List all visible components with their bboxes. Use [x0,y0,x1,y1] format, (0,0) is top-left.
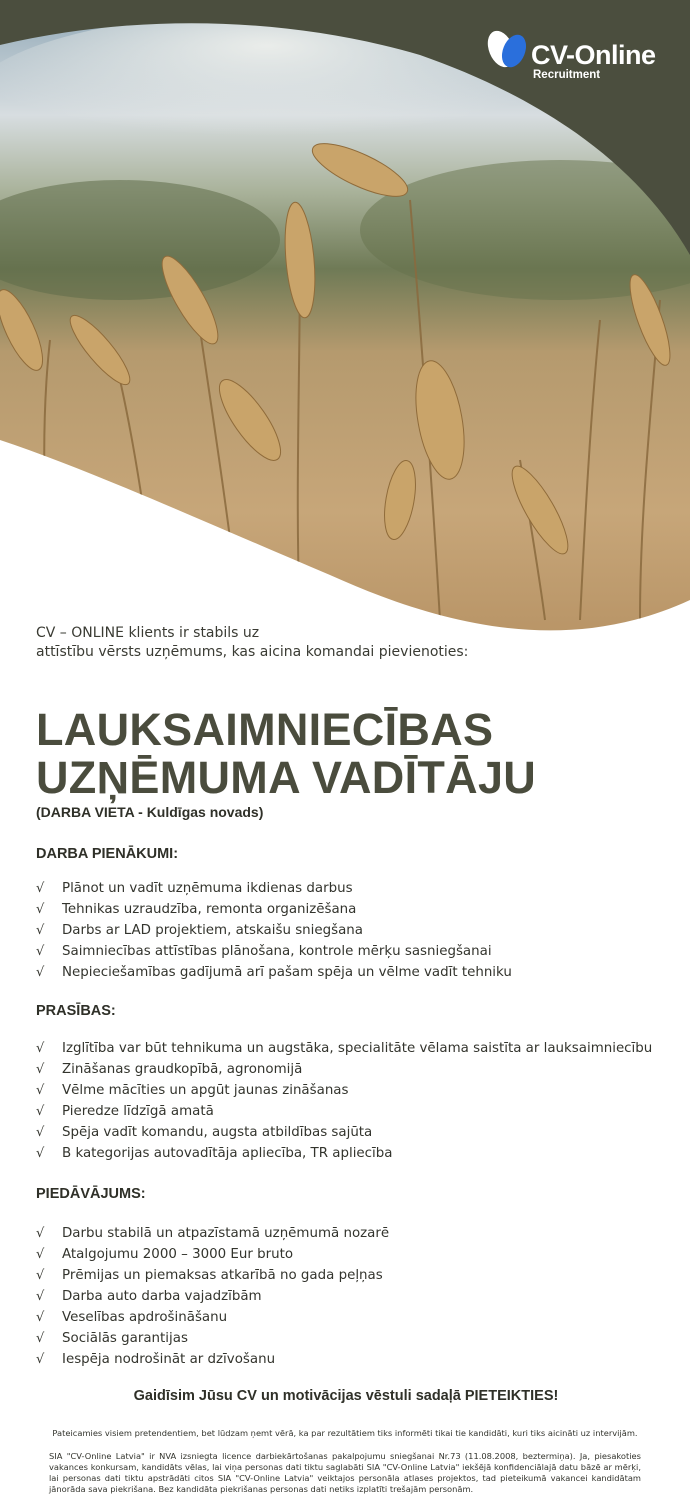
check-icon: √ [36,944,45,959]
offer-list [36,1223,656,1370]
check-icon: √ [36,1062,45,1077]
list-item: √ Atalgojumu 2000 – 3000 Eur bruto [36,1244,656,1265]
list-item: √ Prēmijas un piemaksas atkarībā no gada peļņas [36,1265,656,1286]
apply-call-to-action: Gaidīsim Jūsu CV un motivācijas vēstuli sadaļā PIETEIKTIES! [133,1388,559,1404]
logo-mark-icon [486,28,530,72]
list-item: √ Plānot un vadīt uzņēmuma ikdienas darbus [36,878,656,899]
list-item: √ Izglītība var būt tehnikuma un augstāka, specialitāte vēlama saistīta ar lauksaimniecību [36,1038,656,1059]
list-item: √ Sociālās garantijas [36,1328,656,1349]
check-icon: √ [36,1289,45,1304]
job-location: (DARBA VIETA - Kuldīgas novads) [36,804,264,820]
check-icon: √ [36,881,45,896]
job-title-line-2: UZŅĒMUMA VADĪTĀJU [36,752,537,803]
list-item: √ Veselības apdrošināšanu [36,1307,656,1328]
logo-subtitle: Recruitment [533,69,601,81]
check-icon: √ [36,1041,45,1056]
check-icon: √ [36,1331,45,1346]
list-item: √ Vēlme mācīties un apgūt jaunas zināšanas [36,1080,656,1101]
duties-list [36,878,656,983]
list-item: √ Tehnikas uzraudzība, remonta organizēšana [36,899,656,920]
legal-notice: SIA "CV-Online Latvia" ir NVA izsniegta licence darbiekārtošanas pakalpojumu sniegšanai Nr.73 (11.08.2008, beztermiņa). Ja, piesakoties vakances konkursam, kandidāts vēlas, lai viņa personas dati tiktu saglabāti SIA "CV-Online Latvia" iekšējā konfidenciālajā datu bāzē ar mērķi, lai personas dati tiktu apstrādāti citos SIA "CV-Online Latvia" veiktajos personāla atlases projektos, tad pieteikumā vakancei kandidātam jānorāda sava piekrišana. Bez kandidāta piekrišanas personas dati netiks izplatīti trešajām personām. [49,1451,641,1495]
list-item: √ B kategorijas autovadītāja apliecība, TR apliecība [36,1143,656,1164]
intro-line-1: CV – ONLINE klients ir stabils uz [36,625,260,641]
list-item: √ Darbs ar LAD projektiem, atskaišu sniegšana [36,920,656,941]
list-item: √ Saimniecības attīstības plānošana, kontrole mērķu sasniegšanai [36,941,656,962]
list-item: √ Pieredze līdzīgā amatā [36,1101,656,1122]
requirements-heading: PRASĪBAS: [36,1003,116,1019]
check-icon: √ [36,1104,45,1119]
check-icon: √ [36,1083,45,1098]
check-icon: √ [36,1247,45,1262]
check-icon: √ [36,965,45,980]
intro-text [36,624,656,662]
list-item: √ Iespēja nodrošināt ar dzīvošanu [36,1349,656,1370]
check-icon: √ [36,1226,45,1241]
check-icon: √ [36,1268,45,1283]
check-icon: √ [36,1310,45,1325]
requirements-list [36,1038,656,1164]
offer-heading: PIEDĀVĀJUMS: [36,1186,146,1202]
check-icon: √ [36,1125,45,1140]
check-icon: √ [36,923,45,938]
intro-line-2: attīstību vērsts uzņēmums, kas aicina komandai pievienoties: [36,644,469,660]
list-item: √ Darbu stabilā un atpazīstamā uzņēmumā nozarē [36,1223,656,1244]
thanks-note: Pateicamies visiem pretendentiem, bet lūdzam ņemt vērā, ka par rezultātiem tiks informēti tikai tie kandidāti, kuri tiks aicināti uz intervijām. [52,1428,638,1439]
check-icon: √ [36,1352,45,1367]
cv-online-logo[interactable] [486,28,676,88]
wheat-field-photo [0,0,690,640]
list-item: √ Darba auto darba vajadzībām [36,1286,656,1307]
logo-name: CV-Online [531,40,656,70]
job-content [36,624,656,1419]
duties-heading: DARBA PIENĀKUMI: [36,846,179,862]
hero-banner [0,0,690,640]
check-icon: √ [36,1146,45,1161]
list-item: √ Zināšanas graudkopībā, agronomijā [36,1059,656,1080]
job-title-line-1: LAUKSAIMNIECĪBAS [36,704,494,755]
job-title [36,706,656,802]
check-icon: √ [36,902,45,917]
list-item: √ Nepieciešamības gadījumā arī pašam spēja un vēlme vadīt tehniku [36,962,656,983]
list-item: √ Spēja vadīt komandu, augsta atbildības sajūta [36,1122,656,1143]
